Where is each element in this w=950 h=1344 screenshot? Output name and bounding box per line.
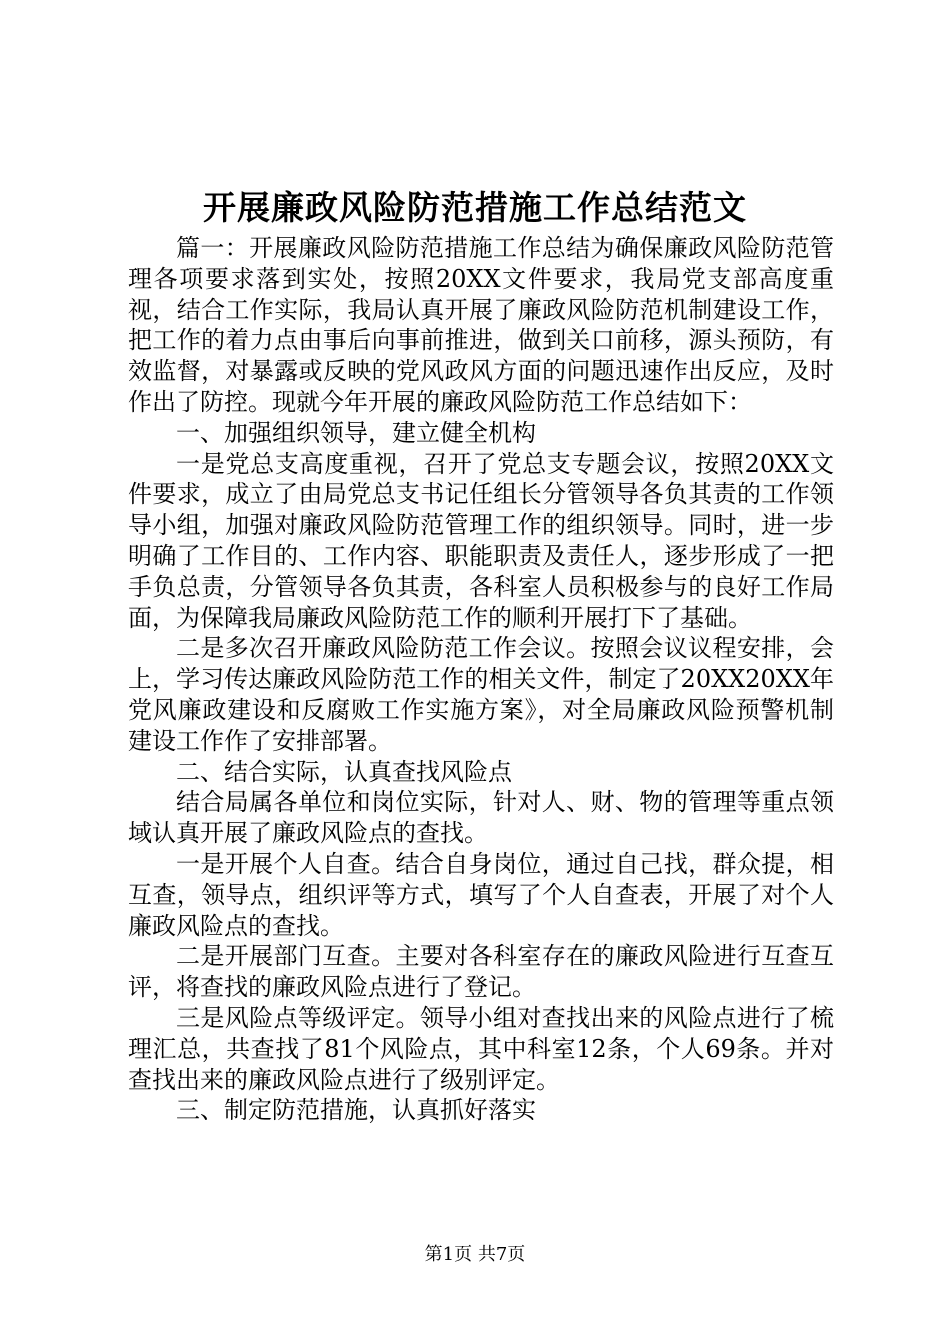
paragraph: 二是多次召开廉政风险防范工作会议。按照会议议程安排，会上，学习传达廉政风险防范工作的相关文件，制定了20XX20XX年党风廉政建设和反腐败工作实施方案》，对全局廉政风险预警机制建设工作作了安排部署。	[128, 634, 834, 755]
paragraph-intro: 篇一：开展廉政风险防范措施工作总结为确保廉政风险防范管理各项要求落到实处，按照20XX文件要求，我局党支部高度重视，结合工作实际，我局认真开展了廉政风险防范机制建设工作，把工作的着力点由事后向事前推进，做到关口前移，源头预防，有效监督，对暴露或反映的党风政风方面的问题迅速作出反应，及时作出了防控。现就今年开展的廉政风险防范工作总结如下：	[128, 234, 834, 416]
document-body	[128, 233, 834, 1126]
paragraph: 结合局属各单位和岗位实际，针对人、财、物的管理等重点领域认真开展了廉政风险点的查找。	[128, 788, 834, 848]
paragraph: 二是开展部门互查。主要对各科室存在的廉政风险进行互查互评，将查找的廉政风险点进行了登记。	[128, 942, 834, 1002]
paragraph: 一是党总支高度重视，召开了党总支专题会议，按照20XX文件要求，成立了由局党总支书记任组长分管领导各负其责的工作领导小组，加强对廉政风险防范管理工作的组织领导。同时，进一步明确了工作目的、工作内容、职能职责及责任人，逐步形成了一把手负总责，分管领导各负其责，各科室人员积极参与的良好工作局面，为保障我局廉政风险防范工作的顺利开展打下了基础。	[128, 449, 834, 632]
page-footer: 第1页 共7页	[424, 1244, 526, 1265]
paragraph: 三是风险点等级评定。领导小组对查找出来的风险点进行了梳理汇总，共查找了81个风险点，其中科室12条，个人69条。并对查找出来的廉政风险点进行了级别评定。	[128, 1003, 834, 1094]
section-heading-3: 三、制定防范措施，认真抓好落实	[176, 1096, 536, 1125]
paragraph: 一是开展个人自查。结合自身岗位，通过自己找，群众提，相互查，领导点，组织评等方式，填写了个人自查表，开展了对个人廉政风险点的查找。	[128, 849, 834, 940]
section-heading-1: 一、加强组织领导，建立健全机构	[176, 418, 536, 447]
section-heading-2: 二、结合实际，认真查找风险点	[176, 757, 512, 786]
document-title: 开展廉政风险防范措施工作总结范文	[203, 188, 747, 227]
